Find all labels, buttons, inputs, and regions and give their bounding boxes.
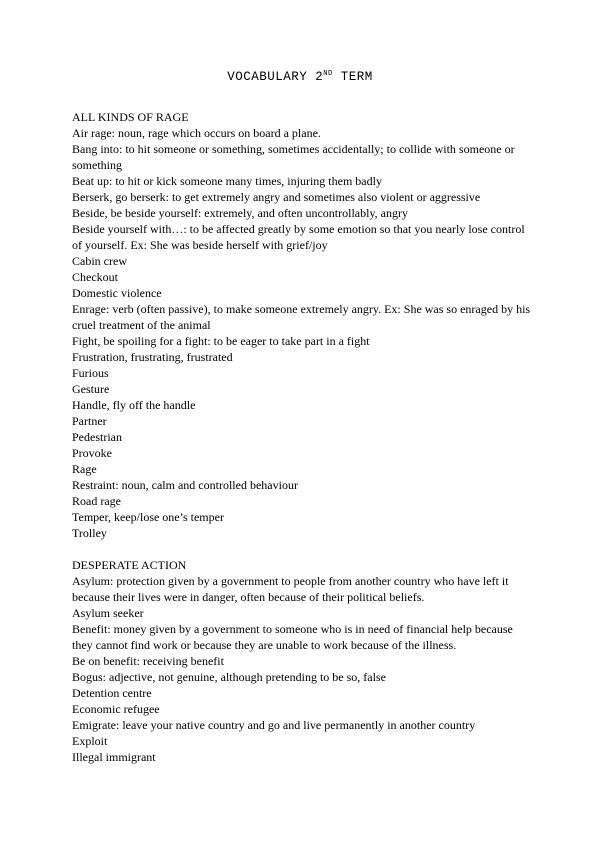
vocab-entry: Asylum seeker bbox=[72, 606, 144, 620]
vocab-entry: Handle, fly off the handle bbox=[72, 398, 196, 412]
vocab-entry: Berserk, go berserk: to get extremely angry and sometimes also violent or aggressive bbox=[72, 190, 481, 204]
title-superscript: ND bbox=[323, 70, 333, 78]
vocab-entry: Pedestrian bbox=[72, 430, 122, 444]
vocab-entry: Illegal immigrant bbox=[72, 750, 156, 764]
vocab-entry: Be on benefit: receiving benefit bbox=[72, 654, 224, 668]
vocab-entry: Cabin crew bbox=[72, 254, 127, 268]
vocab-entry: Asylum: protection given by a government to people from another country who have left it because their lives were in danger, often because of their political beliefs. bbox=[72, 574, 509, 604]
title-prefix: VOCABULARY 2 bbox=[227, 70, 324, 84]
section-desperate-action bbox=[72, 557, 532, 765]
vocab-entry: Detention centre bbox=[72, 686, 152, 700]
title-suffix: TERM bbox=[332, 70, 373, 84]
vocab-entry: Enrage: verb (often passive), to make someone extremely angry. Ex: She was so enraged by his cruel treatment of the animal bbox=[72, 302, 531, 332]
vocab-entry: Beside, be beside yourself: extremely, and often uncontrollably, angry bbox=[72, 206, 409, 220]
vocab-entry: Checkout bbox=[72, 270, 118, 284]
vocab-entry: Trolley bbox=[72, 526, 107, 540]
vocab-entry: Rage bbox=[72, 462, 97, 476]
section-heading: DESPERATE ACTION bbox=[72, 558, 187, 572]
document-title bbox=[0, 70, 600, 84]
section-heading: ALL KINDS OF RAGE bbox=[72, 110, 189, 124]
vocab-entry: Provoke bbox=[72, 446, 112, 460]
vocab-entry: Exploit bbox=[72, 734, 108, 748]
vocab-entry: Benefit: money given by a government to someone who is in need of financial help because they cannot find work or because they are unable to work because of the illness. bbox=[72, 622, 513, 652]
vocab-entry: Air rage: noun, rage which occurs on board a plane. bbox=[72, 126, 321, 140]
vocab-entry: Frustration, frustrating, frustrated bbox=[72, 350, 233, 364]
vocab-entry: Bang into: to hit someone or something, sometimes accidentally; to collide with someone or something bbox=[72, 142, 515, 172]
vocab-entry: Domestic violence bbox=[72, 286, 162, 300]
vocab-entry: Gesture bbox=[72, 382, 110, 396]
vocab-entry: Partner bbox=[72, 414, 107, 428]
vocab-entry: Restraint: noun, calm and controlled behaviour bbox=[72, 478, 298, 492]
vocab-entry: Bogus: adjective, not genuine, although pretending to be so, false bbox=[72, 670, 386, 684]
vocab-entry: Fight, be spoiling for a fight: to be eager to take part in a fight bbox=[72, 334, 370, 348]
section-all-kinds-of-rage bbox=[72, 109, 532, 541]
vocab-entry: Furious bbox=[72, 366, 109, 380]
vocab-entry: Beside yourself with…: to be affected greatly by some emotion so that you nearly lose control of yourself. Ex: She was beside herself with grief/joy bbox=[72, 222, 525, 252]
vocab-entry: Beat up: to hit or kick someone many times, injuring them badly bbox=[72, 174, 382, 188]
vocab-entry: Temper, keep/lose one’s temper bbox=[72, 510, 224, 524]
vocab-entry: Economic refugee bbox=[72, 702, 160, 716]
vocab-entry: Road rage bbox=[72, 494, 121, 508]
vocab-entry: Emigrate: leave your native country and go and live permanently in another country bbox=[72, 718, 476, 732]
